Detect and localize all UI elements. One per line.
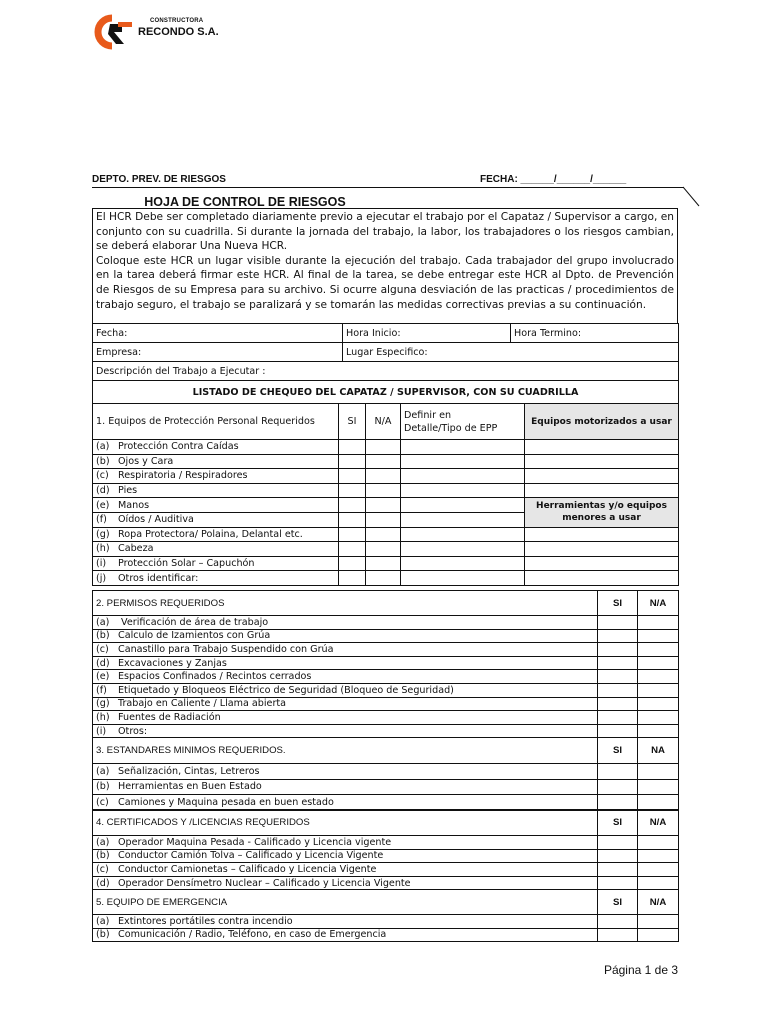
epp-detail-cell[interactable] <box>401 454 525 469</box>
equipment-cell[interactable] <box>525 571 679 586</box>
permisos-na-cell[interactable] <box>638 711 679 725</box>
permisos-item-label: Espacios Confinados / Recintos cerrados <box>118 671 312 683</box>
permisos-item-letter: (i) <box>96 725 107 737</box>
epp-si-cell[interactable] <box>339 440 366 455</box>
epp-detail-cell[interactable] <box>401 440 525 455</box>
permisos-item <box>93 643 598 657</box>
permisos-section-title: 2. PERMISOS REQUERIDOS <box>93 591 598 616</box>
estandares-item-label: Camiones y Maquina pesada en buen estado <box>118 796 334 808</box>
permisos-na-cell[interactable] <box>638 670 679 684</box>
emergencia-item-label: Comunicación / Radio, Teléfono, en caso de Emergencia <box>118 929 387 941</box>
header-rule-corner <box>683 186 701 208</box>
logo-name: RECONDO S.A. <box>138 26 219 38</box>
epp-definir-header: Definir en Detalle/Tipo de EPP <box>401 404 525 440</box>
epp-row <box>93 454 679 469</box>
info-table <box>92 323 679 404</box>
permisos-na-cell[interactable] <box>638 724 679 738</box>
epp-item <box>93 454 339 469</box>
epp-item-letter: (c) <box>96 470 109 482</box>
emergencia-na-cell[interactable] <box>638 928 679 942</box>
permisos-item-letter: (f) <box>96 684 107 696</box>
permisos-si-cell[interactable] <box>598 670 638 684</box>
epp-detail-cell[interactable] <box>401 571 525 586</box>
epp-si-header: SI <box>339 404 366 440</box>
certificados-si-cell[interactable] <box>598 863 638 877</box>
equipment-cell[interactable] <box>525 469 679 484</box>
certificados-item <box>93 849 598 863</box>
certificados-na-cell[interactable] <box>638 863 679 877</box>
estandares-item <box>93 764 598 780</box>
estandares-item-letter: (c) <box>96 796 109 808</box>
epp-item-label: Pies <box>118 485 138 497</box>
emergencia-na-cell[interactable] <box>638 915 679 929</box>
permisos-item-letter: (e) <box>96 671 110 683</box>
estandares-item <box>93 795 598 811</box>
certificados-item-label: Conductor Camión Tolva – Calificado y Licencia Vigente <box>118 850 384 862</box>
permisos-si-cell[interactable] <box>598 683 638 697</box>
epp-si-cell[interactable] <box>339 542 366 557</box>
certificados-na-cell[interactable] <box>638 836 679 850</box>
permisos-si-cell[interactable] <box>598 711 638 725</box>
permisos-na-cell[interactable] <box>638 629 679 643</box>
epp-na-cell[interactable] <box>366 527 401 542</box>
epp-na-cell[interactable] <box>366 542 401 557</box>
permisos-item-letter: (d) <box>96 657 110 669</box>
permisos-item-letter: (c) <box>96 643 109 655</box>
epp-item-label: Protección Contra Caídas <box>118 441 239 453</box>
estandares-row <box>93 764 679 780</box>
lugar-field[interactable]: Lugar Especifico: <box>343 343 679 362</box>
emergencia-item-letter: (a) <box>96 915 110 927</box>
header-rule <box>92 187 684 188</box>
epp-item-label: Respiratoria / Respiradores <box>118 470 248 482</box>
emergencia-si-cell[interactable] <box>598 915 638 929</box>
epp-item-label: Ropa Protectora/ Polaina, Delantal etc. <box>118 528 303 540</box>
epp-na-cell[interactable] <box>366 571 401 586</box>
permisos-item <box>93 724 598 738</box>
permisos-row <box>93 724 679 738</box>
instructions-paragraph-1: El HCR Debe ser completado diariamente previo a ejecutar el trabajo por el Capataz / Supervisor a cargo, en conjunto con su cuadrilla. Si durante la jornada del trabajo, la labor, los trabajadores o los riesgos cambian, se deberá elaborar Una Nueva HCR. <box>96 211 674 253</box>
epp-item-letter: (j) <box>96 572 107 584</box>
permisos-si-header: SI <box>598 591 638 616</box>
certificados-item-label: Operador Maquina Pesada - Calificado y Licencia vigente <box>118 836 392 848</box>
epp-item-letter: (b) <box>96 455 110 467</box>
estandares-item-letter: (a) <box>96 765 110 777</box>
epp-si-cell[interactable] <box>339 498 366 513</box>
epp-item-label: Ojos y Cara <box>118 455 174 467</box>
epp-row <box>93 542 679 557</box>
equipment-cell[interactable] <box>525 527 679 542</box>
date-field: FECHA: ______/______/______ <box>480 174 627 185</box>
emergencia-item-letter: (b) <box>96 929 110 941</box>
certificados-item-label: Operador Densímetro Nuclear – Calificado y Licencia Vigente <box>118 877 411 889</box>
emergencia-item-label: Extintores portátiles contra incendio <box>118 915 293 927</box>
estandares-na-header: NA <box>638 738 679 764</box>
estandares-na-cell[interactable] <box>638 795 679 811</box>
epp-item-label: Otros identificar: <box>118 572 199 584</box>
permisos-item <box>93 616 598 630</box>
permisos-item-label: Etiquetado y Bloqueos Eléctrico de Seguridad (Bloqueo de Seguridad) <box>118 684 454 696</box>
epp-item <box>93 440 339 455</box>
epp-item-label: Manos <box>118 499 150 511</box>
certificados-item-letter: (c) <box>96 863 109 875</box>
certificados-si-cell[interactable] <box>598 876 638 890</box>
certificados-row <box>93 836 679 850</box>
permisos-row <box>93 629 679 643</box>
epp-item-label: Cabeza <box>118 543 154 555</box>
empresa-field[interactable]: Empresa: <box>93 343 343 362</box>
epp-si-cell[interactable] <box>339 527 366 542</box>
permisos-row <box>93 683 679 697</box>
estandares-row <box>93 779 679 795</box>
company-logo <box>92 14 242 52</box>
epp-si-cell[interactable] <box>339 469 366 484</box>
epp-detail-cell[interactable] <box>401 542 525 557</box>
checklist-title: LISTADO DE CHEQUEO DEL CAPATAZ / SUPERVISOR, CON SU CUADRILLA <box>93 381 679 404</box>
certificados-item-label: Conductor Camionetas – Calificado y Licencia Vigente <box>118 863 377 875</box>
permisos-si-cell[interactable] <box>598 643 638 657</box>
epp-item-letter: (g) <box>96 528 110 540</box>
emergencia-item <box>93 928 598 942</box>
instructions-box <box>92 208 678 324</box>
certificados-si-cell[interactable] <box>598 836 638 850</box>
epp-detail-cell[interactable] <box>401 498 525 513</box>
epp-item-letter: (e) <box>96 499 110 511</box>
epp-item <box>93 483 339 498</box>
certificados-row <box>93 863 679 877</box>
estandares-si-cell[interactable] <box>598 764 638 780</box>
emergencia-si-header: SI <box>598 890 638 915</box>
permisos-item <box>93 670 598 684</box>
dept-label: DEPTO. PREV. DE RIESGOS <box>92 174 226 185</box>
epp-si-cell[interactable] <box>339 483 366 498</box>
permisos-item-label: Calculo de Izamientos con Grúa <box>118 630 271 642</box>
epp-row <box>93 571 679 586</box>
fecha-field[interactable]: Fecha: <box>93 324 343 343</box>
permisos-item-label: Excavaciones y Zanjas <box>118 657 227 669</box>
herramientas-header: Herramientas y/o equipos menores a usar <box>525 498 679 527</box>
certificados-table <box>92 809 679 890</box>
permisos-item-letter: (h) <box>96 711 110 723</box>
permisos-row <box>93 643 679 657</box>
estandares-item <box>93 779 598 795</box>
permisos-na-cell[interactable] <box>638 616 679 630</box>
instructions-paragraph-2: Coloque este HCR un lugar visible durante la ejecución del trabajo. Cada trabajador del grupo involucrado en la tarea deberá firmar este HCR. Al final de la tarea, se debe entregar este HCR al Dpto. de Prevención de Riesgos de su Empresa para su archivo. Si ocurre alguna desviación de las practicas / procedimientos de trabajo seguro, el trabajo se paralizará y se tomarán las medidas correctivas previas a su continuación. <box>96 254 674 311</box>
epp-item <box>93 527 339 542</box>
estandares-si-header: SI <box>598 738 638 764</box>
emergencia-row <box>93 915 679 929</box>
permisos-na-cell[interactable] <box>638 643 679 657</box>
estandares-item-letter: (b) <box>96 781 110 793</box>
epp-na-cell[interactable] <box>366 469 401 484</box>
equipment-cell[interactable] <box>525 542 679 557</box>
permisos-row <box>93 670 679 684</box>
certificados-na-cell[interactable] <box>638 849 679 863</box>
certificados-na-header: N/A <box>638 810 679 836</box>
epp-detail-cell[interactable] <box>401 527 525 542</box>
certificados-section-title: 4. CERTIFICADOS Y /LICENCIAS REQUERIDOS <box>93 810 598 836</box>
epp-si-cell[interactable] <box>339 454 366 469</box>
permisos-item-label: Fuentes de Radiación <box>118 711 221 723</box>
epp-row <box>93 556 679 571</box>
page-number: Página 1 de 3 <box>603 963 678 977</box>
permisos-si-cell[interactable] <box>598 629 638 643</box>
epp-si-cell[interactable] <box>339 512 366 527</box>
permisos-item-label: Trabajo en Caliente / Llama abierta <box>118 698 287 710</box>
estandares-section-title: 3. ESTANDARES MINIMOS REQUERIDOS. <box>93 738 598 764</box>
epp-item <box>93 498 339 513</box>
epp-item <box>93 556 339 571</box>
permisos-na-cell[interactable] <box>638 656 679 670</box>
epp-item-letter: (h) <box>96 543 110 555</box>
certificados-item-letter: (d) <box>96 877 110 889</box>
permisos-item <box>93 711 598 725</box>
epp-row <box>93 469 679 484</box>
permisos-item-label: Otros: <box>118 725 148 737</box>
epp-item <box>93 512 339 527</box>
epp-detail-cell[interactable] <box>401 469 525 484</box>
descripcion-field[interactable]: Descripción del Trabajo a Ejecutar : <box>93 362 679 381</box>
certificados-item <box>93 876 598 890</box>
epp-si-cell[interactable] <box>339 571 366 586</box>
permisos-na-header: N/A <box>638 591 679 616</box>
equipment-cell[interactable] <box>525 483 679 498</box>
epp-item-letter: (f) <box>96 514 107 526</box>
equipment-cell[interactable] <box>525 440 679 455</box>
permisos-row <box>93 656 679 670</box>
estandares-item-label: Señalización, Cintas, Letreros <box>118 765 260 777</box>
emergencia-row <box>93 928 679 942</box>
epp-item-letter: (d) <box>96 485 110 497</box>
estandares-item-label: Herramientas en Buen Estado <box>118 781 262 793</box>
permisos-item-letter: (a) <box>96 616 110 628</box>
epp-si-cell[interactable] <box>339 556 366 571</box>
hora-termino-field[interactable]: Hora Termino: <box>511 324 679 343</box>
epp-item <box>93 469 339 484</box>
certificados-si-cell[interactable] <box>598 849 638 863</box>
emergencia-si-cell[interactable] <box>598 928 638 942</box>
epp-item <box>93 571 339 586</box>
epp-item-label: Oídos / Auditiva <box>118 514 194 526</box>
permisos-si-cell[interactable] <box>598 616 638 630</box>
permisos-na-cell[interactable] <box>638 697 679 711</box>
epp-item-letter: (i) <box>96 558 107 570</box>
permisos-si-cell[interactable] <box>598 697 638 711</box>
epp-na-cell[interactable] <box>366 512 401 527</box>
epp-table <box>92 403 679 586</box>
epp-detail-cell[interactable] <box>401 556 525 571</box>
certificados-item <box>93 836 598 850</box>
page-title: HOJA DE CONTROL DE RIESGOS <box>144 195 346 209</box>
permisos-item-label: Canastillo para Trabajo Suspendido con Grúa <box>118 643 334 655</box>
permisos-item-label: Verificación de área de trabajo <box>118 616 269 628</box>
epp-row <box>93 498 679 513</box>
recondo-logo-icon <box>92 14 138 50</box>
certificados-si-header: SI <box>598 810 638 836</box>
emergencia-item <box>93 915 598 929</box>
motorizados-header: Equipos motorizados a usar <box>525 404 679 440</box>
epp-item-label: Protección Solar – Capuchón <box>118 558 255 570</box>
permisos-item <box>93 629 598 643</box>
estandares-si-cell[interactable] <box>598 779 638 795</box>
certificados-item-letter: (b) <box>96 850 110 862</box>
permisos-item <box>93 683 598 697</box>
emergencia-section-title: 5. EQUIPO DE EMERGENCIA <box>93 890 598 915</box>
estandares-si-cell[interactable] <box>598 795 638 811</box>
permisos-na-cell[interactable] <box>638 683 679 697</box>
permisos-row <box>93 711 679 725</box>
permisos-item <box>93 656 598 670</box>
epp-detail-cell[interactable] <box>401 512 525 527</box>
epp-na-cell[interactable] <box>366 483 401 498</box>
equipment-cell[interactable] <box>525 454 679 469</box>
certificados-row <box>93 876 679 890</box>
hora-inicio-field[interactable]: Hora Inicio: <box>343 324 511 343</box>
emergencia-table <box>92 889 679 942</box>
certificados-item <box>93 863 598 877</box>
estandares-table <box>92 737 679 811</box>
certificados-na-cell[interactable] <box>638 876 679 890</box>
epp-row <box>93 527 679 542</box>
permisos-item-letter: (g) <box>96 698 110 710</box>
certificados-row <box>93 849 679 863</box>
epp-row <box>93 483 679 498</box>
permisos-row <box>93 616 679 630</box>
epp-item <box>93 542 339 557</box>
permisos-row <box>93 697 679 711</box>
permisos-item-letter: (b) <box>96 630 110 642</box>
permisos-si-cell[interactable] <box>598 656 638 670</box>
certificados-item-letter: (a) <box>96 836 110 848</box>
logo-subtitle: CONSTRUCTORA <box>150 18 204 24</box>
epp-item-letter: (a) <box>96 441 110 453</box>
epp-na-header: N/A <box>366 404 401 440</box>
estandares-na-cell[interactable] <box>638 779 679 795</box>
epp-na-cell[interactable] <box>366 454 401 469</box>
permisos-item <box>93 697 598 711</box>
epp-na-cell[interactable] <box>366 440 401 455</box>
epp-na-cell[interactable] <box>366 498 401 513</box>
emergencia-na-header: N/A <box>638 890 679 915</box>
permisos-si-cell[interactable] <box>598 724 638 738</box>
epp-na-cell[interactable] <box>366 556 401 571</box>
estandares-na-cell[interactable] <box>638 764 679 780</box>
estandares-row <box>93 795 679 811</box>
epp-row <box>93 440 679 455</box>
permisos-table <box>92 590 679 738</box>
equipment-cell[interactable] <box>525 556 679 571</box>
epp-section-title: 1. Equipos de Protección Personal Requeridos <box>93 404 339 440</box>
epp-detail-cell[interactable] <box>401 483 525 498</box>
